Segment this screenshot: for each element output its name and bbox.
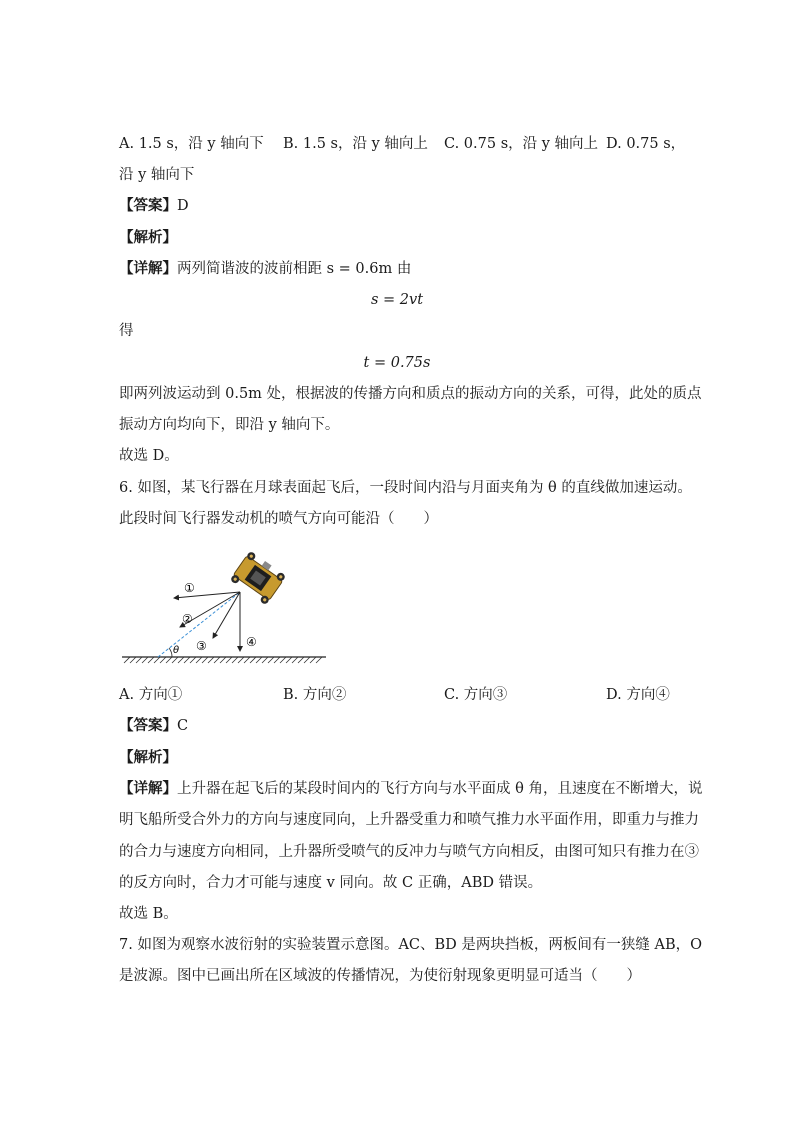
q5-formula-2: [0, 353, 794, 373]
answer-label: 【答案】: [119, 197, 177, 214]
answer-value: D: [177, 198, 189, 214]
q6-detail-line-1: [119, 779, 702, 799]
q6-detail-line-2: 明飞船所受合外力的方向与速度同向，上升器受重力和喷气推力水平面作用，即重力与推力: [119, 812, 699, 828]
q6-figure: [118, 548, 333, 668]
q6-option-d: D. 方向④: [606, 687, 670, 703]
detail-text: 两列简谐波的波前相距 s = 0.6m 由: [177, 261, 412, 277]
q6-option-c: C. 方向③: [444, 687, 508, 703]
q5-analysis-label: 【解析】: [119, 229, 177, 246]
detail-label: 【详解】: [119, 260, 177, 277]
q6-stem-line-2: 此段时间飞行器发动机的喷气方向可能沿（ ）: [119, 511, 438, 527]
direction-3-arrow: [213, 592, 240, 638]
q6-option-a: A. 方向①: [119, 687, 183, 703]
answer-label: 【答案】: [119, 717, 177, 734]
q6-detail-line-3: 的合力与速度方向相同，上升器所受喷气的反冲力与喷气方向相反，由图可知只有推力在③: [119, 844, 699, 860]
q5-option-a: A. 1.5 s，沿 y 轴向下: [119, 136, 264, 152]
formula-text: t = 0.75s: [363, 355, 431, 371]
q6-detail-line-4: 的反方向时，合力才可能与速度 v 同向。故 C 正确，ABD 错误。: [119, 875, 543, 891]
label-direction-3: ③: [196, 639, 207, 653]
answer-value: C: [177, 718, 189, 734]
detail-text: 上升器在起飞后的某段时间内的飞行方向与水平面成 θ 角，且速度在不断增大，说: [177, 781, 703, 797]
q7-stem-line-2: 是波源。图中已画出所在区域波的传播情况，为使衍射现象更明显可适当（ ）: [119, 968, 641, 984]
spacecraft-icon: [230, 551, 287, 606]
q7-stem-line-1: 7. 如图为观察水波衍射的实验装置示意图。AC、BD 是两块挡板，两板间有一狭缝 AB，O: [119, 937, 703, 953]
q5-conclusion: 故选 D。: [119, 448, 179, 464]
q5-detail-line-2: 即两列波运动到 0.5m 处，根据波的传播方向和质点的振动方向的关系，可得，此处的质点: [119, 386, 702, 402]
q5-option-d-continued: 沿 y 轴向下: [119, 167, 195, 183]
q6-analysis-label: 【解析】: [119, 749, 177, 766]
detail-label: 【详解】: [119, 780, 177, 797]
q5-option-c: C. 0.75 s，沿 y 轴向上: [444, 136, 599, 152]
q5-detail-line-1: [119, 259, 411, 279]
formula-text: s = 2vt: [370, 292, 424, 308]
label-direction-1: ①: [184, 581, 195, 595]
ground-hatching: [124, 657, 322, 663]
q6-answer: [119, 716, 188, 736]
angle-arc: [169, 648, 172, 657]
q6-option-b: B. 方向②: [283, 687, 347, 703]
q5-de: 得: [119, 323, 134, 339]
q5-option-d: D. 0.75 s，: [606, 136, 686, 152]
label-direction-4: ④: [246, 635, 257, 649]
q6-stem-line-1: 6. 如图，某飞行器在月球表面起飞后，一段时间内沿与月面夹角为 θ 的直线做加速运动。: [119, 480, 692, 496]
angle-label: θ: [173, 645, 180, 656]
q5-formula-1: [0, 290, 794, 310]
q5-answer: [119, 196, 189, 216]
q6-conclusion: 故选 B。: [119, 906, 178, 922]
q5-detail-line-3: 振动方向均向下，即沿 y 轴向下。: [119, 417, 340, 433]
q5-option-b: B. 1.5 s，沿 y 轴向上: [283, 136, 428, 152]
label-direction-2: ②: [182, 612, 193, 626]
